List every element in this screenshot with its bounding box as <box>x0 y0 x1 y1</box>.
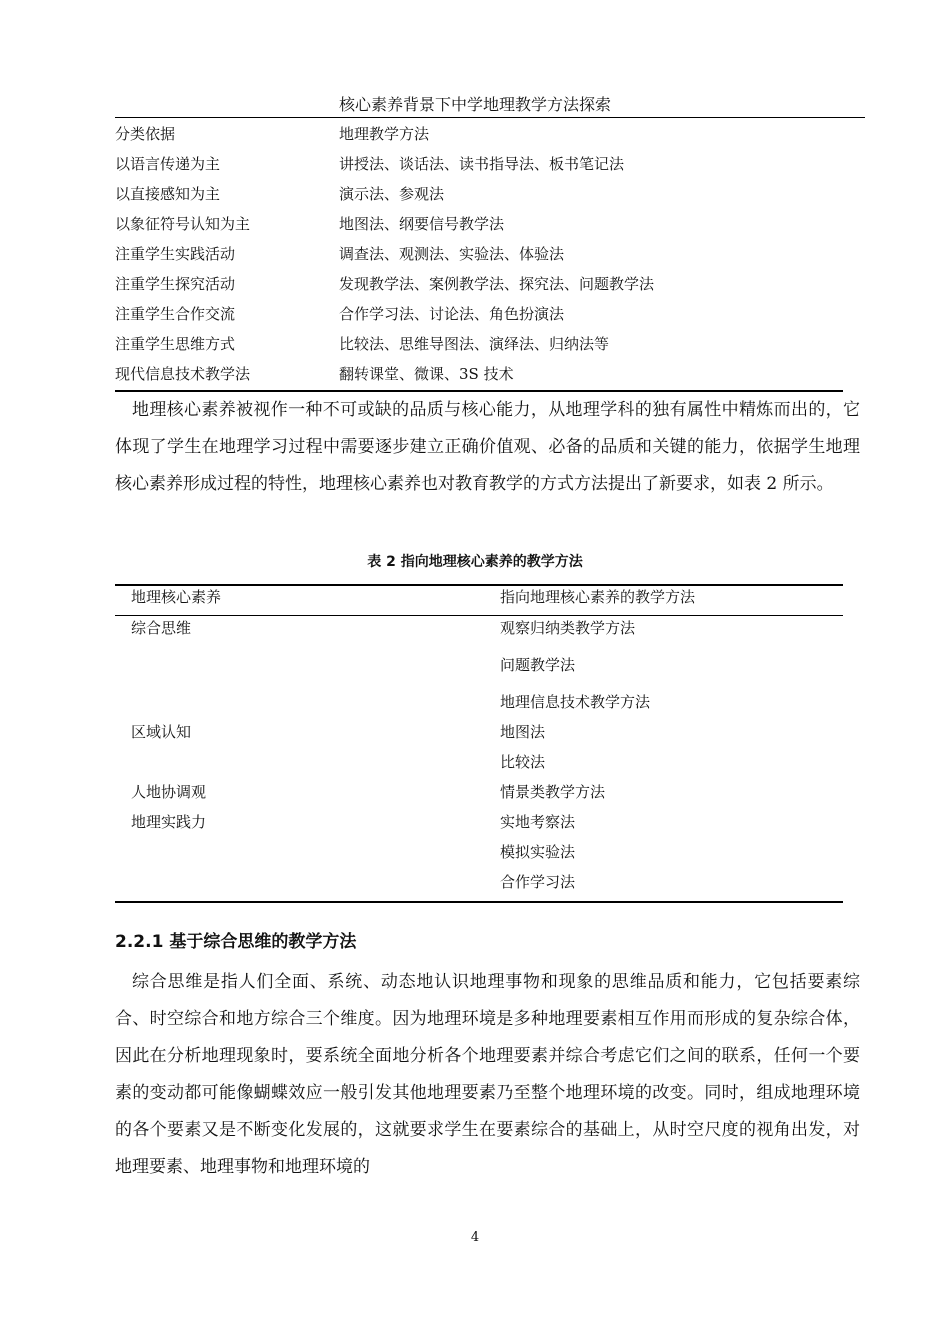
section-paragraph <box>115 964 860 1186</box>
literacy-cell: 人地协调观 <box>131 783 207 801</box>
table2-header-cell: 指向地理核心素养的教学方法 <box>500 588 696 606</box>
method-cell: 模拟实验法 <box>500 843 576 861</box>
table-row <box>115 208 843 238</box>
table-cell: 演示法、参观法 <box>339 184 445 203</box>
literacy-cell: 综合思维 <box>131 619 192 637</box>
table-row <box>115 148 843 178</box>
page-number: 4 <box>470 1230 480 1245</box>
table-row <box>115 178 843 208</box>
literacy-cell: 区域认知 <box>131 723 192 741</box>
table-cell: 讲授法、谈话法、读书指导法、板书笔记法 <box>339 154 625 173</box>
table-row <box>115 268 843 298</box>
table-cell: 以语言传递为主 <box>115 154 221 173</box>
table-cell: 比较法、思维导图法、演绎法、归纳法等 <box>339 334 610 353</box>
table-cell: 发现教学法、案例教学法、探究法、问题教学法 <box>339 274 655 293</box>
table2-bottom-rule <box>115 901 843 903</box>
method-cell: 合作学习法 <box>500 873 576 891</box>
table-cell: 以象征符号认知为主 <box>115 214 251 233</box>
table-row <box>115 238 843 268</box>
method-cell: 情景类教学方法 <box>500 783 606 801</box>
table-cell: 注重学生探究活动 <box>115 274 236 293</box>
table-header-row <box>115 118 843 148</box>
table-cell: 地图法、纲要信号教学法 <box>339 214 505 233</box>
table-cell: 合作学习法、讨论法、角色扮演法 <box>339 304 565 323</box>
table-row <box>115 298 843 328</box>
method-cell: 比较法 <box>500 753 546 771</box>
table-header-cell: 分类依据 <box>115 124 176 143</box>
method-cell: 问题教学法 <box>500 656 576 674</box>
page-header-title: 核心素养背景下中学地理教学方法探索 <box>338 95 611 114</box>
table-header-cell: 地理教学方法 <box>339 124 430 143</box>
table2-caption: 表 2 指向地理核心素养的教学方法 <box>367 554 583 570</box>
section-heading: 2.2.1 基于综合思维的教学方法 <box>115 932 357 952</box>
table2-header-cell: 地理核心素养 <box>131 588 222 606</box>
table-cell: 翻转课堂、微课、3S 技术 <box>339 364 514 383</box>
table-cell: 调查法、观测法、实验法、体验法 <box>339 244 565 263</box>
table2-header-rule <box>115 615 843 616</box>
paragraph-text: 综合思维是指人们全面、系统、动态地认识地理事物和现象的思维品质和能力，它包括要素综合、时空综合和地方综合三个维度。因为地理环境是多种地理要素相互作用而形成的复杂综合体，因此在分析地理现象时，要系统全面地分析各个地理要素并综合考虑它们之间的联系，任何一个要素的变动都可能像蝴蝶效应一般引发其他地理要素乃至整个地理环境的改变。同时，组成地理环境的各个要素又是不断变化发展的，这就要求学生在要素综合的基础上，从时空尺度的视角出发，对地理要素、地理事物和地理环境的 <box>115 972 860 1177</box>
body-paragraph <box>115 392 860 503</box>
paragraph-text: 地理核心素养被视作一种不可或缺的品质与核心能力，从地理学科的独有属性中精炼而出的，它体现了学生在地理学习过程中需要逐步建立正确价值观、必备的品质和关键的能力，依据学生地理核心素养形成过程的特性，地理核心素养也对教育教学的方式方法提出了新要求，如表 2 所示。 <box>115 400 860 494</box>
table-cell: 以直接感知为主 <box>115 184 221 203</box>
table2-top-rule <box>115 584 843 586</box>
table-cell: 注重学生实践活动 <box>115 244 236 263</box>
method-cell: 地图法 <box>500 723 546 741</box>
method-cell: 实地考察法 <box>500 813 576 831</box>
table-row <box>115 358 843 388</box>
method-cell: 观察归纳类教学方法 <box>500 619 636 637</box>
table-row <box>115 328 843 358</box>
literacy-cell: 地理实践力 <box>131 813 207 831</box>
table-cell: 现代信息技术教学法 <box>115 364 251 383</box>
method-cell: 地理信息技术教学方法 <box>500 693 651 711</box>
teaching-methods-table <box>115 118 843 392</box>
table-cell: 注重学生思维方式 <box>115 334 236 353</box>
table-cell: 注重学生合作交流 <box>115 304 236 323</box>
